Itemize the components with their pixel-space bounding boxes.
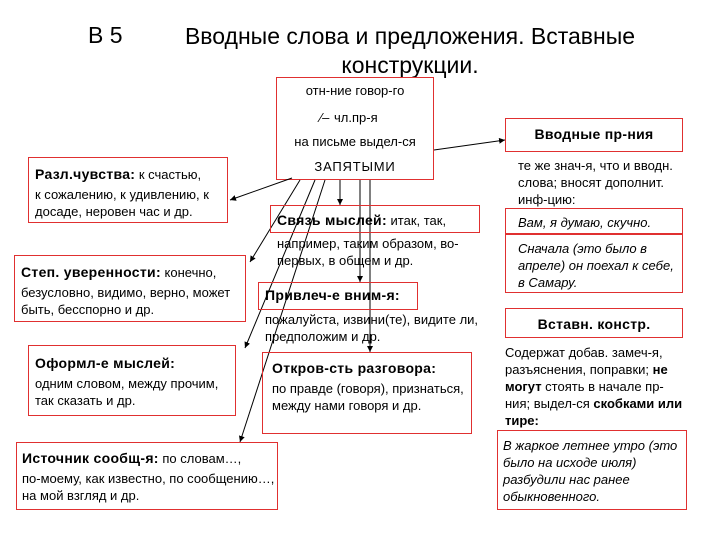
- certainty-title: Степ. уверенности:: [21, 264, 161, 280]
- inserted-body-d: скобками или тире:: [505, 396, 683, 428]
- center-line2-text: чл.пр-я: [334, 110, 378, 125]
- feelings-content: [35, 166, 225, 220]
- inserted-title-text: Вставн. констр.: [537, 316, 651, 332]
- frankness-content: [272, 360, 467, 414]
- attention-content: [265, 287, 480, 345]
- thoughts-link-content: [277, 212, 482, 269]
- inserted-example: В жаркое летнее утро (это было на исходе июля) разбудили нас ранее обыкновенного.: [503, 438, 678, 504]
- feelings-title-rest: к счастью,: [135, 167, 202, 182]
- intro-sentences-title-text: Вводные пр-ния: [534, 126, 654, 142]
- certainty-title-rest: конечно,: [160, 265, 217, 280]
- page-title-line2: конструкции.: [341, 52, 479, 78]
- section-number: В 5: [88, 22, 123, 48]
- inserted-body: [505, 344, 688, 429]
- inserted-title: [505, 316, 683, 333]
- source-body: по-моему, как известно, по сообщению…, на мой взгляд и др.: [22, 471, 275, 503]
- attention-body: пожалуйста, извини(те), видите ли, предположим и др.: [265, 312, 479, 344]
- frankness-body: по правде (говоря), признаться, между нами говоря и др.: [272, 381, 464, 413]
- intro-sentences-body: те же знач-я, что и вводн. слова; вносят дополнит. инф-цию:: [518, 158, 673, 207]
- source-content: [22, 450, 277, 504]
- attention-title: Привлеч-е вним-я:: [265, 287, 400, 303]
- arrow-to-intro: [434, 140, 505, 150]
- center-line3: на письме выдел-ся: [294, 134, 416, 149]
- inserted-body-b: не могут: [505, 362, 668, 394]
- thoughts-form-content: [35, 355, 225, 409]
- inserted-body-c: стоять в начале пр-ния; выдел-ся: [505, 379, 664, 411]
- certainty-content: [21, 264, 245, 318]
- intro-example: Вам, я думаю, скучно.: [518, 215, 652, 230]
- center-line4: ЗАПЯТЫМИ: [314, 159, 396, 174]
- example2-text: Сначала (это было в апреле) он поехал к себе, в Самару.: [518, 241, 674, 290]
- thoughts-form-body: одним словом, между прочим, так сказать и др.: [35, 376, 219, 408]
- source-title: Источник сообщ-я:: [22, 450, 159, 466]
- inserted-body-a: Содержат добав. замеч-я, разъяснения, поправки;: [505, 345, 663, 377]
- thoughts-link-body: например, таким образом, во-первых, в общем и др.: [277, 236, 459, 268]
- thoughts-link-title-rest: итак, так,: [386, 213, 447, 228]
- page-title-line1: Вводные слова и предложения. Вставные: [184, 23, 636, 49]
- center-line1: отн-ние говор-го: [305, 83, 405, 98]
- certainty-body: безусловно, видимо, верно, может быть, бесспорно и др.: [21, 285, 231, 317]
- dash-icon: ⁄–: [320, 110, 330, 125]
- thoughts-form-title: Оформл-е мыслей:: [35, 355, 176, 371]
- intro-sentences-title: [505, 126, 683, 143]
- arrow-to-feelings: [230, 178, 292, 200]
- frankness-title: Откров-сть разговора:: [272, 360, 437, 376]
- feelings-title: Разл.чувства:: [35, 166, 136, 182]
- source-title-rest: по словам…,: [158, 451, 242, 466]
- thoughts-link-title: Связь мыслей:: [277, 212, 387, 228]
- feelings-body: к сожалению, к удивлению, к досаде, неровен час и др.: [35, 187, 209, 219]
